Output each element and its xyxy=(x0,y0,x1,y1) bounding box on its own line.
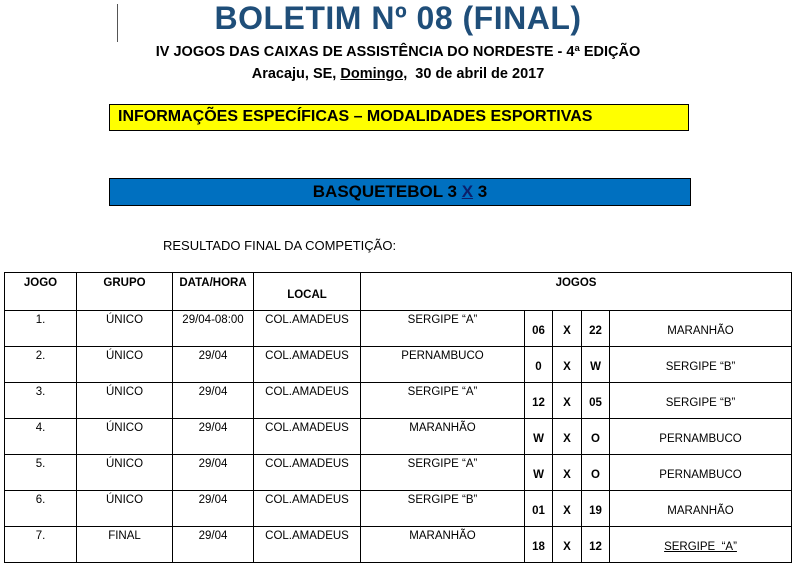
sport-title-post: 3 xyxy=(473,182,488,201)
game-number-cell: 4. xyxy=(5,419,77,455)
table-row xyxy=(5,491,792,527)
team-b-cell: SERGIPE “A” xyxy=(610,527,792,563)
date-cell: 29/04 xyxy=(173,491,254,527)
sport-title-pre: BASQUETEBOL 3 xyxy=(312,182,462,201)
group-cell: ÚNICO xyxy=(77,311,173,347)
game-number-cell: 6. xyxy=(5,491,77,527)
table-header-row xyxy=(5,273,792,311)
venue-cell: COL.AMADEUS xyxy=(254,347,361,383)
team-b-cell: SERGIPE “B” xyxy=(610,347,792,383)
team-a-cell: PERNAMBUCO xyxy=(361,347,525,383)
game-number-cell: 3. xyxy=(5,383,77,419)
versus-cell: X xyxy=(553,347,582,383)
score-b-cell: 22 xyxy=(582,311,610,347)
game-number-cell: 2. xyxy=(5,347,77,383)
date-cell: 29/04 xyxy=(173,419,254,455)
page-title: BOLETIM Nº 08 (FINAL) xyxy=(214,0,582,36)
date-day: Domingo, xyxy=(340,66,408,82)
score-a-cell: W xyxy=(525,455,553,491)
team-a-cell: SERGIPE “A” xyxy=(361,383,525,419)
result-label: RESULTADO FINAL DA COMPETIÇÃO: xyxy=(163,238,397,253)
score-a-cell: W xyxy=(525,419,553,455)
specific-info-banner: INFORMAÇÕES ESPECÍFICAS – MODALIDADES ESPORTIVAS xyxy=(109,104,689,131)
venue-cell: COL.AMADEUS xyxy=(254,383,361,419)
versus-cell: X xyxy=(553,491,582,527)
date-prefix: Aracaju, SE, xyxy=(251,66,341,82)
game-number-cell: 1. xyxy=(5,311,77,347)
date-line xyxy=(0,66,796,82)
score-b-cell: O xyxy=(582,455,610,491)
team-b-cell: PERNAMBUCO xyxy=(610,455,792,491)
date-cell: 29/04 xyxy=(173,383,254,419)
group-cell: ÚNICO xyxy=(77,383,173,419)
header-jogos: JOGOS xyxy=(361,273,792,311)
table-row xyxy=(5,347,792,383)
table-row xyxy=(5,419,792,455)
game-number-cell: 7. xyxy=(5,527,77,563)
score-a-cell: 12 xyxy=(525,383,553,419)
group-cell: ÚNICO xyxy=(77,347,173,383)
group-cell: ÚNICO xyxy=(77,455,173,491)
team-a-cell: SERGIPE “A” xyxy=(361,311,525,347)
header-data: DATA/HORA xyxy=(173,273,254,311)
table-row xyxy=(5,383,792,419)
versus-cell: X xyxy=(553,383,582,419)
venue-cell: COL.AMADEUS xyxy=(254,527,361,563)
page-subtitle: IV JOGOS DAS CAIXAS DE ASSISTÊNCIA DO NORDESTE - 4ª EDIÇÃO xyxy=(155,44,641,60)
team-a-cell: MARANHÃO xyxy=(361,419,525,455)
versus-cell: X xyxy=(553,419,582,455)
venue-cell: COL.AMADEUS xyxy=(254,455,361,491)
versus-cell: X xyxy=(553,311,582,347)
table-row xyxy=(5,527,792,563)
table-row xyxy=(5,311,792,347)
game-number-cell: 5. xyxy=(5,455,77,491)
team-b-cell: PERNAMBUCO xyxy=(610,419,792,455)
score-b-cell: 12 xyxy=(582,527,610,563)
team-a-cell: MARANHÃO xyxy=(361,527,525,563)
group-cell: ÚNICO xyxy=(77,491,173,527)
header-grupo: GRUPO xyxy=(77,273,173,311)
group-cell: ÚNICO xyxy=(77,419,173,455)
date-cell: 29/04 xyxy=(173,347,254,383)
score-a-cell: 06 xyxy=(525,311,553,347)
header-local: LOCAL xyxy=(254,273,361,311)
team-a-cell: SERGIPE “A” xyxy=(361,455,525,491)
team-b-cell: SERGIPE “B” xyxy=(610,383,792,419)
sport-title-x: X xyxy=(461,182,474,201)
results-table xyxy=(4,272,792,563)
table-row xyxy=(5,455,792,491)
sport-banner xyxy=(109,178,691,206)
header-jogo: JOGO xyxy=(5,273,77,311)
group-cell: FINAL xyxy=(77,527,173,563)
score-a-cell: 0 xyxy=(525,347,553,383)
date-suffix: 30 de abril de 2017 xyxy=(407,66,545,82)
team-a-cell: SERGIPE “B” xyxy=(361,491,525,527)
score-b-cell: 19 xyxy=(582,491,610,527)
date-cell: 29/04 xyxy=(173,455,254,491)
venue-cell: COL.AMADEUS xyxy=(254,491,361,527)
venue-cell: COL.AMADEUS xyxy=(254,311,361,347)
team-b-cell: MARANHÃO xyxy=(610,491,792,527)
venue-cell: COL.AMADEUS xyxy=(254,419,361,455)
score-b-cell: 05 xyxy=(582,383,610,419)
versus-cell: X xyxy=(553,455,582,491)
score-b-cell: O xyxy=(582,419,610,455)
team-b-cell: MARANHÃO xyxy=(610,311,792,347)
score-a-cell: 18 xyxy=(525,527,553,563)
score-a-cell: 01 xyxy=(525,491,553,527)
date-cell: 29/04-08:00 xyxy=(173,311,254,347)
score-b-cell: W xyxy=(582,347,610,383)
date-cell: 29/04 xyxy=(173,527,254,563)
versus-cell: X xyxy=(553,527,582,563)
